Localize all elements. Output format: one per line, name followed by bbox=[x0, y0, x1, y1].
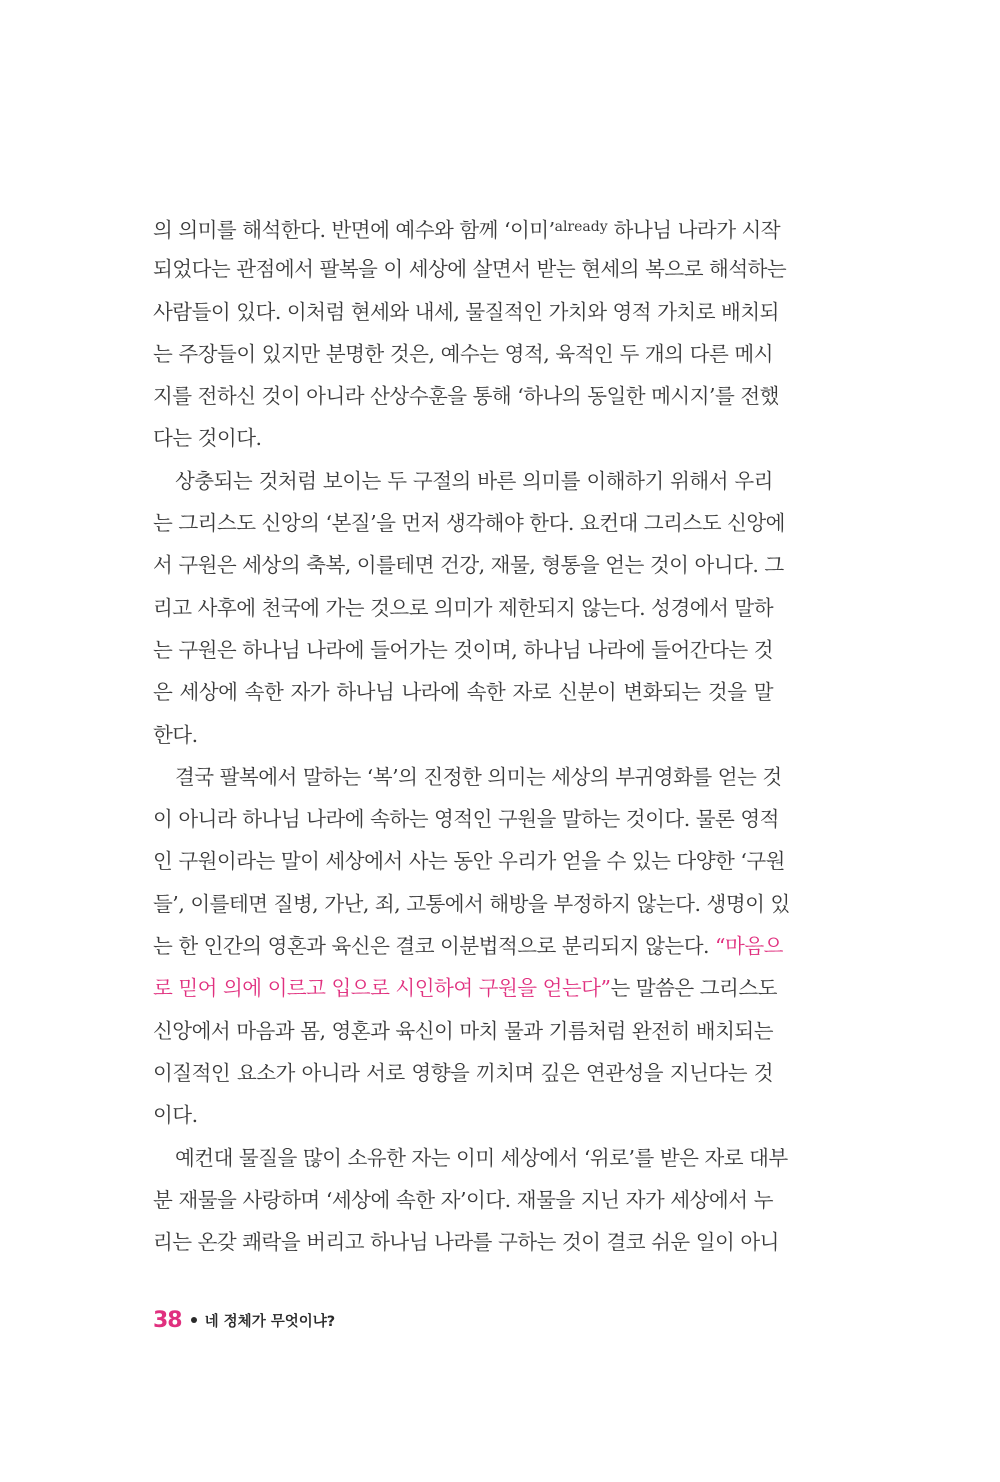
book-title: 네 정체가 무엇이냐? bbox=[204, 1313, 336, 1330]
body-line: 지를 전하신 것이 아니라 산상수훈을 통해 ‘하나의 동일한 메시지’를 전했 bbox=[153, 384, 779, 409]
body-line: 다는 것이다. bbox=[153, 426, 262, 451]
body-line: 는 구원은 하나님 나라에 들어가는 것이며, 하나님 나라에 들어간다는 것 bbox=[153, 637, 773, 662]
body-line: 로 믿어 의에 이르고 입으로 시인하여 구원을 얻는다”는 말씀은 그리스도 bbox=[153, 976, 777, 1001]
body-line: 한다. bbox=[153, 722, 198, 747]
body-line: 리는 온갖 쾌락을 버리고 하나님 나라를 구하는 것이 결코 쉬운 일이 아니 bbox=[153, 1230, 779, 1255]
body-line: 은 세상에 속한 자가 하나님 나라에 속한 자로 신분이 변화되는 것을 말 bbox=[153, 680, 773, 705]
body-line: 서 구원은 세상의 축복, 이를테면 건강, 재물, 형통을 얻는 것이 아니다. 그 bbox=[153, 553, 784, 578]
scripture-quote: 로 믿어 의에 이르고 입으로 시인하여 구원을 얻는다” bbox=[153, 976, 611, 1001]
page-body bbox=[153, 206, 790, 1263]
body-line: 결국 팔복에서 말하는 ‘복’의 진정한 의미는 세상의 부귀영화를 얻는 것 bbox=[175, 764, 782, 789]
body-line: 상충되는 것처럼 보이는 두 구절의 바른 의미를 이해하기 위해서 우리 bbox=[175, 468, 773, 493]
body-line: 되었다는 관점에서 팔복을 이 세상에 살면서 받는 현세의 복으로 해석하는 bbox=[153, 257, 787, 282]
body-line: 신앙에서 마음과 몸, 영혼과 육신이 마치 물과 기름처럼 완전히 배치되는 bbox=[153, 1018, 773, 1043]
body-line: 는 주장들이 있지만 분명한 것은, 예수는 영적, 육적인 두 개의 다른 메시 bbox=[153, 341, 773, 366]
superscript-note: already bbox=[554, 219, 608, 235]
body-line: 사람들이 있다. 이처럼 현세와 내세, 물질적인 가치와 영적 가치로 배치되 bbox=[153, 299, 779, 324]
body-line: 이 아니라 하나님 나라에 속하는 영적인 구원을 말하는 것이다. 물론 영적 bbox=[153, 807, 779, 832]
body-line: 이질적인 요소가 아니라 서로 영향을 끼치며 깊은 연관성을 지닌다는 것 bbox=[153, 1060, 773, 1085]
body-line: 는 그리스도 신앙의 ‘본질’을 먼저 생각해야 한다. 요컨대 그리스도 신앙에 bbox=[153, 511, 785, 536]
scripture-quote: “마음으 bbox=[715, 934, 783, 959]
page-number: 38 bbox=[153, 1307, 182, 1333]
body-line: 들’, 이를테면 질병, 가난, 죄, 고통에서 해방을 부정하지 않는다. 생명이 있 bbox=[153, 891, 790, 916]
body-line: 인 구원이라는 말이 세상에서 사는 동안 우리가 얻을 수 있는 다양한 ‘구원 bbox=[153, 849, 785, 874]
body-line: 예컨대 물질을 많이 소유한 자는 이미 세상에서 ‘위로’를 받은 자로 대부 bbox=[175, 1145, 788, 1170]
body-line: 는 한 인간의 영혼과 육신은 결코 이분법적으로 분리되지 않는다. “마음으 bbox=[153, 934, 783, 959]
body-line: 분 재물을 사랑하며 ‘세상에 속한 자’이다. 재물을 지닌 자가 세상에서 누 bbox=[153, 1187, 773, 1212]
page-footer bbox=[153, 1303, 335, 1337]
body-line: 이다. bbox=[153, 1103, 198, 1128]
bullet-icon bbox=[191, 1317, 197, 1323]
body-line: 의 의미를 해석한다. 반면에 예수와 함께 ‘이미’$^{already}$ 하나님 나라가 시작 bbox=[153, 218, 781, 242]
body-line: 리고 사후에 천국에 가는 것으로 의미가 제한되지 않는다. 성경에서 말하 bbox=[153, 595, 773, 620]
